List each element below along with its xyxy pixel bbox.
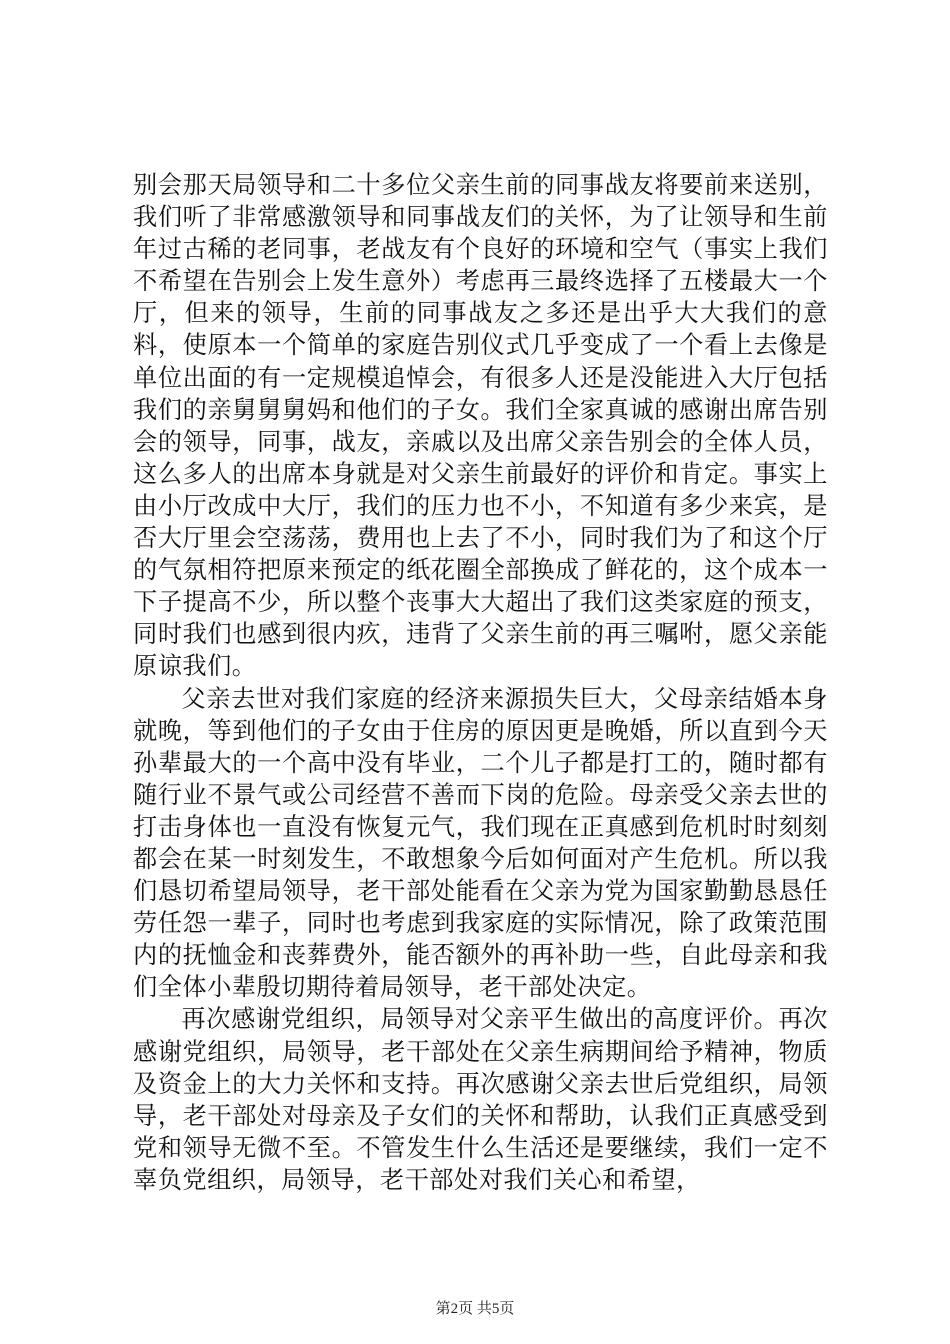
- body-paragraph-3: 再次感谢党组织，局领导对父亲平生做出的高度评价。再次感谢党组织，局领导，老干部处在父亲生病期间给予精神，物质及资金上的大力关怀和支持。再次感谢父亲去世后党组织，局领导，老干部处对母亲及子女们的关怀和帮助，认我们正真感受到党和领导无微不至。不管发生什么生活还是要继续，我们一定不辜负党组织，局领导，老干部处对我们关心和希望，: [133, 1005, 828, 1194]
- body-paragraph-1: 别会那天局领导和二十多位父亲生前的同事战友将要前来送别，我们听了非常感激领导和同事战友们的关怀，为了让领导和生前年过古稀的老同事，老战友有个良好的环境和空气（事实上我们不希望在告别会上发生意外）考虑再三最终选择了五楼最大一个厅，但来的领导，生前的同事战友之多还是出乎大大我们的意料，使原本一个简单的家庭告别仪式几乎变成了一个看上去像是单位出面的有一定规模追悼会，有很多人还是没能进入大厅包括我们的亲舅舅舅妈和他们的子女。我们全家真诚的感谢出席告别会的领导，同事，战友，亲戚以及出席父亲告别会的全体人员，这么多人的出席本身就是对父亲生前最好的评价和肯定。事实上由小厅改成中大厅，我们的压力也不小，不知道有多少来宾，是否大厅里会空荡荡，费用也上去了不小，同时我们为了和这个厅的气氛相符把原来预定的纸花圈全部换成了鲜花的，这个成本一下子提高不少，所以整个丧事大大超出了我们这类家庭的预支，同时我们也感到很内疚，违背了父亲生前的再三嘱咐，愿父亲能原谅我们。: [133, 171, 828, 681]
- document-body: [133, 169, 828, 1196]
- page-number-footer: 第2页 共5页: [435, 1301, 515, 1317]
- body-paragraph-2: 父亲去世对我们家庭的经济来源损失巨大，父母亲结婚本身就晚，等到他们的子女由于住房的原因更是晚婚，所以直到今天孙辈最大的一个高中没有毕业，二个儿子都是打工的，随时都有随行业不景气或公司经营不善而下岗的危险。母亲受父亲去世的打击身体也一直没有恢复元气，我们现在正真感到危机时时刻刻都会在某一时刻发生，不敢想象今后如何面对产生危机。所以我们恳切希望局领导，老干部处能看在父亲为党为国家勤勤恳恳任劳任怨一辈子，同时也考虑到我家庭的实际情况，除了政策范围内的抚恤金和丧葬费外，能否额外的再补助一些，自此母亲和我们全体小辈殷切期待着局领导，老干部处决定。: [133, 684, 828, 1002]
